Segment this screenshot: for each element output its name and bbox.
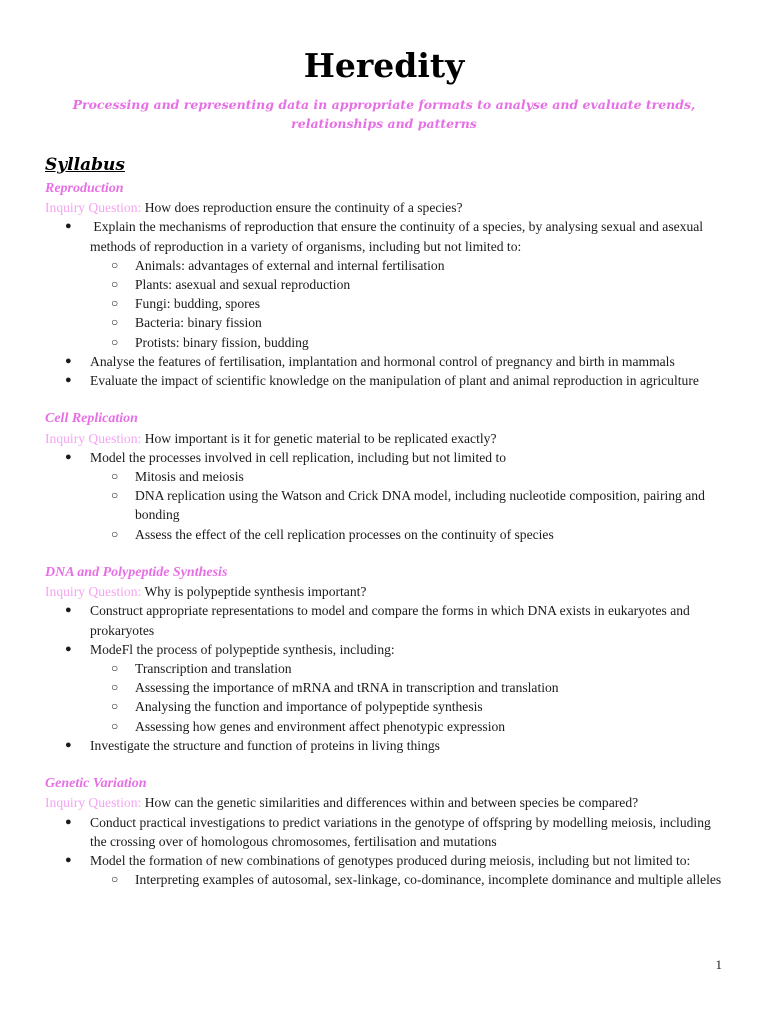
- sub-list-item-text: DNA replication using the Watson and Crick DNA model, including nucleotide composition, pairing and bonding: [135, 488, 705, 523]
- hollow-bullet-icon: ○: [111, 488, 119, 503]
- list-item-text: Investigate the structure and function of proteins in living things: [90, 737, 440, 753]
- sub-list-item-text: Analysing the function and importance of polypeptide synthesis: [135, 699, 483, 715]
- hollow-bullet-icon: ○: [111, 334, 119, 349]
- sub-list-item: [45, 294, 730, 313]
- bullet-icon: ●: [65, 450, 72, 463]
- sub-list-item: [45, 486, 730, 524]
- list-item-text: Analyse the features of fertilisation, implantation and hormonal control of pregnancy and birth in mammals: [90, 353, 675, 369]
- hollow-bullet-icon: ○: [111, 718, 119, 733]
- list-item-text: Construct appropriate representations to model and compare the forms in which DNA exists in eukaryotes and prokaryotes: [90, 603, 694, 638]
- sub-list-item: [45, 678, 730, 697]
- page-number: 1: [715, 957, 722, 972]
- list-item-text: Explain the mechanisms of reproduction that ensure the continuity of a species, by analysing sexual and asexual methods of reproduction in a variety of organisms, including but not limited to:: [90, 219, 707, 254]
- page-subtitle: Processing and representing data in appropriate formats to analyse and evaluate trends, relationships and patterns: [72, 97, 696, 131]
- inquiry-question: [45, 429, 730, 448]
- hollow-bullet-icon: ○: [111, 526, 119, 541]
- inquiry-label: Inquiry Question:: [45, 430, 142, 446]
- sub-list-item: [45, 697, 730, 716]
- inquiry-question: [45, 198, 730, 217]
- page-title: Heredity: [303, 46, 465, 85]
- sub-list-item: [45, 717, 730, 736]
- bullet-icon: ●: [65, 738, 72, 751]
- list-item-text: Conduct practical investigations to predict variations in the genotype of offspring by modelling meiosis, including the crossing over of homologous chromosomes, fertilisation and mutations: [90, 814, 715, 849]
- bullet-icon: ●: [65, 853, 72, 866]
- hollow-bullet-icon: ○: [111, 680, 119, 695]
- bullet-icon: ●: [65, 815, 72, 828]
- list-item-text: Model the formation of new combinations of genotypes produced during meiosis, including but not limited to:: [90, 852, 691, 868]
- syllabus-section: [45, 179, 730, 390]
- inquiry-label: Inquiry Question:: [45, 795, 142, 811]
- list-item: [45, 217, 730, 255]
- bullet-list: [45, 601, 730, 755]
- sub-list-item: [45, 256, 730, 275]
- bullet-list: [45, 813, 730, 890]
- sub-list-item-text: Bacteria: binary fission: [135, 315, 262, 331]
- syllabus-content: [45, 153, 730, 909]
- list-item: [45, 736, 730, 755]
- list-item-text: Model the processes involved in cell replication, including but not limited to: [90, 449, 507, 465]
- sub-list-item: [45, 659, 730, 678]
- section-title: Reproduction: [45, 181, 124, 196]
- list-item: [45, 352, 730, 371]
- list-item-text: ModeFl the process of polypeptide synthesis, including:: [90, 641, 395, 657]
- inquiry-text: How important is it for genetic material to be replicated exactly?: [144, 430, 497, 446]
- sub-list-item-text: Assessing the importance of mRNA and tRNA in transcription and translation: [135, 680, 559, 696]
- hollow-bullet-icon: ○: [111, 315, 119, 330]
- hollow-bullet-icon: ○: [111, 699, 119, 714]
- sub-list-item-text: Assessing how genes and environment affect phenotypic expression: [135, 718, 506, 734]
- sub-list-item-text: Interpreting examples of autosomal, sex-linkage, co-dominance, incomplete dominance and multiple alleles: [135, 872, 722, 888]
- list-item-text: Evaluate the impact of scientific knowledge on the manipulation of plant and animal reproduction in agriculture: [90, 373, 699, 388]
- inquiry-question: [45, 793, 730, 812]
- bullet-icon: ●: [65, 642, 72, 655]
- hollow-bullet-icon: ○: [111, 660, 119, 675]
- inquiry-label: Inquiry Question:: [45, 584, 142, 600]
- list-item: [45, 851, 730, 870]
- inquiry-question: [45, 582, 730, 601]
- bullet-icon: ●: [65, 220, 72, 233]
- sub-list-item: [45, 275, 730, 294]
- syllabus-section: [45, 409, 730, 543]
- inquiry-label: Inquiry Question:: [45, 200, 142, 216]
- sub-list-item: [45, 525, 730, 544]
- hollow-bullet-icon: ○: [111, 872, 119, 887]
- inquiry-text: How can the genetic similarities and differences within and between species be compared?: [144, 795, 639, 811]
- sub-list-item-text: Assess the effect of the cell replication processes on the continuity of species: [135, 526, 554, 542]
- syllabus-section: [45, 563, 730, 755]
- sections-container: [45, 179, 730, 889]
- bullet-list: [45, 448, 730, 544]
- sub-list-item: [45, 870, 730, 889]
- hollow-bullet-icon: ○: [111, 257, 119, 272]
- syllabus-section: [45, 774, 730, 889]
- list-item: [45, 813, 730, 851]
- syllabus-heading: Syllabus: [45, 155, 125, 175]
- bullet-icon: ●: [65, 604, 72, 617]
- list-item: [45, 601, 730, 639]
- sub-list-item-text: Protists: binary fission, budding: [135, 334, 309, 350]
- sub-list-item-text: Animals: advantages of external and internal fertilisation: [135, 257, 445, 273]
- list-item: [45, 640, 730, 659]
- sub-list-item-text: Fungi: budding, spores: [135, 296, 260, 312]
- sub-list-item-text: Plants: asexual and sexual reproduction: [135, 276, 351, 292]
- bullet-icon: ●: [65, 354, 72, 367]
- sub-list-item: [45, 313, 730, 332]
- section-title: Genetic Variation: [45, 776, 147, 792]
- hollow-bullet-icon: ○: [111, 468, 119, 483]
- hollow-bullet-icon: ○: [111, 276, 119, 291]
- inquiry-text: Why is polypeptide synthesis important?: [144, 584, 367, 600]
- sub-list-item: [45, 333, 730, 352]
- sub-list-item: [45, 467, 730, 486]
- bullet-list: [45, 217, 730, 390]
- section-title: DNA and Polypeptide Synthesis: [45, 564, 228, 580]
- section-title: Cell Replication: [45, 411, 138, 427]
- hollow-bullet-icon: ○: [111, 296, 119, 311]
- sub-list-item-text: Transcription and translation: [135, 660, 292, 676]
- list-item: [45, 371, 730, 390]
- inquiry-text: How does reproduction ensure the continuity of a species?: [144, 200, 463, 216]
- bullet-icon: ●: [65, 374, 72, 386]
- sub-list-item-text: Mitosis and meiosis: [135, 468, 244, 484]
- list-item: [45, 448, 730, 467]
